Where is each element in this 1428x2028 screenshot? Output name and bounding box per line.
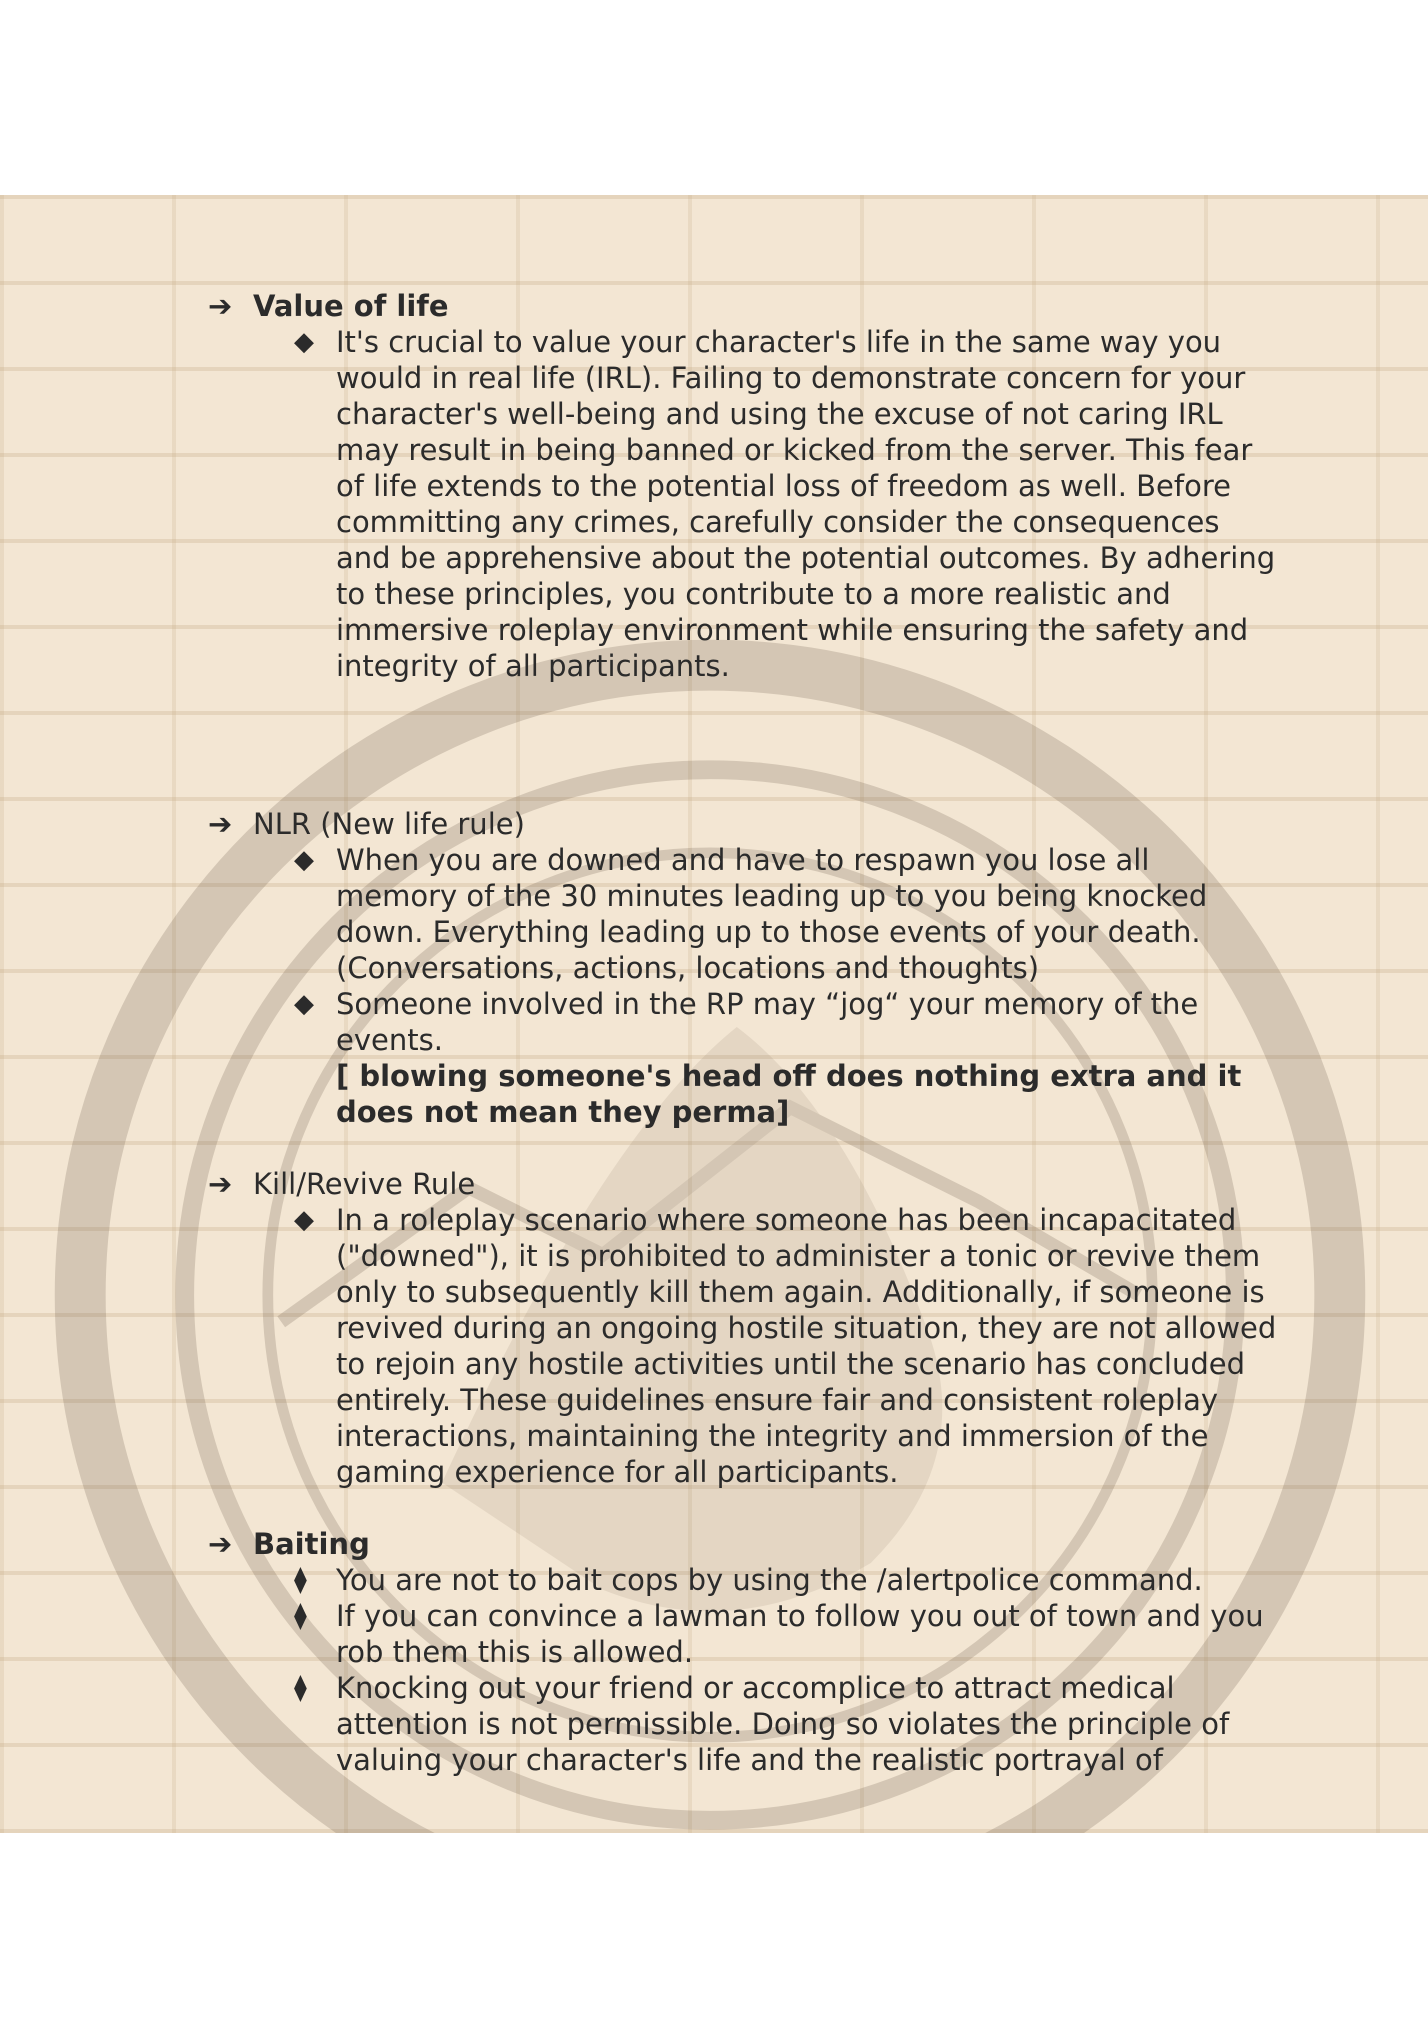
bullet-list: [208, 1202, 1278, 1490]
bullet-list: [208, 1562, 1278, 1778]
arrow-right-icon: ➔: [208, 1527, 233, 1561]
section-heading: ➔ Baiting: [208, 1527, 370, 1561]
small-diamond-bullet-icon: ⧫: [294, 1673, 307, 1703]
list-item: ⧫ If you can convince a lawman to follow you out of town and you rob them this is allowed.: [294, 1599, 1264, 1669]
section-value-of-life: [208, 288, 1278, 684]
diamond-bullet-icon: ◆: [294, 989, 314, 1019]
section-heading: ➔ NLR (New life rule): [208, 807, 525, 841]
diamond-bullet-icon: ◆: [294, 845, 314, 875]
bullet-list: [208, 324, 1278, 684]
list-item: ◆ When you are downed and have to respawn you lose all memory of the 30 minutes leading up to you being knocked down. Everything leading up to those events of your death. (Conversations, actions, locations and thoughts): [294, 843, 1208, 985]
bold-note: [ blowing someone's head off does nothing extra and it does not mean they perma]: [336, 1059, 1242, 1129]
small-diamond-bullet-icon: ⧫: [294, 1565, 307, 1595]
document-content: [208, 288, 1278, 1778]
section-heading: ➔ Value of life: [208, 289, 449, 323]
list-item: ◆ It's crucial to value your character's life in the same way you would in real life (IRL). Failing to demonstrate concern for your character's well-being and using the excuse of not caring IRL may result in being banned or kicked from the server. This fear of life extends to the potential loss of freedom as well. Before committing any crimes, carefully consider the consequences and be apprehensive about the potential outcomes. By adhering to these principles, you contribute to a more realistic and immersive roleplay environment while ensuring the safety and integrity of all participants.: [294, 325, 1276, 683]
section-nlr: [208, 806, 1278, 1130]
list-item: ⧫ You are not to bait cops by using the /alertpolice command.: [294, 1563, 1203, 1597]
section-baiting: [208, 1526, 1278, 1778]
section-heading: ➔ Kill/Revive Rule: [208, 1167, 476, 1201]
list-item: ◆ Someone involved in the RP may “jog“ your memory of the events. [ blowing someone's head off does nothing extra and it does not mean they perma]: [208, 986, 1278, 1130]
diamond-bullet-icon: ◆: [294, 1205, 314, 1235]
arrow-right-icon: ➔: [208, 1167, 233, 1201]
arrow-right-icon: ➔: [208, 807, 233, 841]
diamond-bullet-icon: ◆: [294, 327, 314, 357]
arrow-right-icon: ➔: [208, 289, 233, 323]
section-kill-revive: [208, 1166, 1278, 1490]
list-item: ⧫ Knocking out your friend or accomplice to attract medical attention is not permissible. Doing so violates the principle of valuing your character's life and the realistic portrayal of: [294, 1671, 1230, 1777]
small-diamond-bullet-icon: ⧫: [294, 1601, 307, 1631]
list-item: ◆ In a roleplay scenario where someone has been incapacitated ("downed"), it is prohibited to administer a tonic or revive them only to subsequently kill them again. Additionally, if someone is revived during an ongoing hostile situation, they are not allowed to rejoin any hostile activities until the scenario has concluded entirely. These guidelines ensure fair and consistent roleplay interactions, maintaining the integrity and immersion of the gaming experience for all participants.: [294, 1203, 1277, 1489]
bullet-list: [208, 842, 1278, 1130]
